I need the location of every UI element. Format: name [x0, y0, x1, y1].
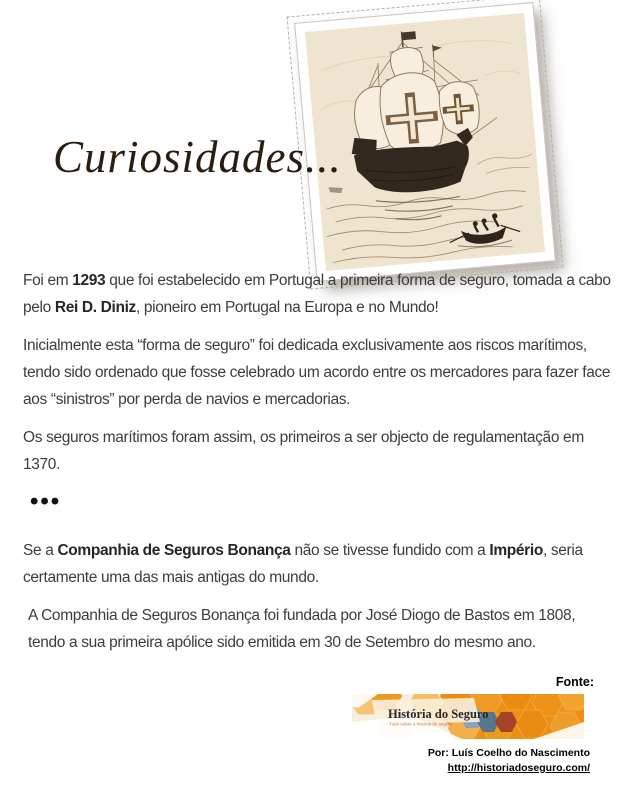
text-run: A Companhia de Seguros Bonança foi fundada por José Diogo de Bastos em 1808, tendo a sua primeira apólice sido emitida em 30 de Setembro do mesmo ano. — [28, 607, 576, 651]
logo-tagline: Tudo sobre a história do seguro — [389, 721, 453, 727]
source-url-link[interactable]: http://historiadoseguro.com/ — [447, 762, 590, 774]
body-text — [23, 267, 615, 667]
source-label: Fonte: — [555, 675, 594, 689]
text-run-bold: 1293 — [72, 272, 106, 289]
author-byline: Por: Luís Coelho do Nascimento — [427, 747, 590, 759]
text-run: Se a — [23, 542, 58, 559]
text-run: , seria certamente uma das mais antigas do mundo. — [23, 542, 583, 586]
text-run-bold: Companhia de Seguros Bonança — [57, 542, 291, 559]
paragraph-bonanca-founding — [23, 602, 615, 656]
paragraph-regulation — [23, 424, 615, 478]
text-run-bold: Rei D. Diniz — [54, 299, 136, 316]
text-run: Foi em — [23, 272, 73, 289]
section-separator: ••• — [30, 488, 62, 515]
logo-title: História do Seguro — [388, 707, 489, 721]
historia-do-seguro-logo — [352, 694, 584, 739]
logo-banner-image — [352, 694, 584, 739]
text-run: não se tivesse fundido com a — [290, 542, 490, 559]
text-run-bold: Império — [489, 542, 543, 559]
text-run: , pioneiro em Portugal na Europa e no Mundo! — [135, 299, 439, 316]
text-run: Os seguros marítimos foram assim, os primeiros a ser objecto de regulamentação em 1370. — [23, 429, 584, 473]
footer-credits — [428, 746, 590, 776]
paragraph-maritime-risks — [23, 332, 615, 413]
paragraph-bonanca-imperio — [23, 537, 615, 591]
text-run: que foi estabelecido em Portugal a primeira forma de seguro, tomada a cabo pelo — [23, 272, 611, 316]
text-run: Inicialmente esta “forma de seguro” foi dedicada exclusivamente aos riscos marítimos, tendo sido ordenado que fosse celebrado um acordo entre os mercadores para fazer face aos “sinistros” por perda de navios e mercadorias. — [23, 337, 611, 408]
page-title: Curiosidades... — [53, 132, 342, 182]
paragraph-first-insurance — [23, 267, 615, 321]
